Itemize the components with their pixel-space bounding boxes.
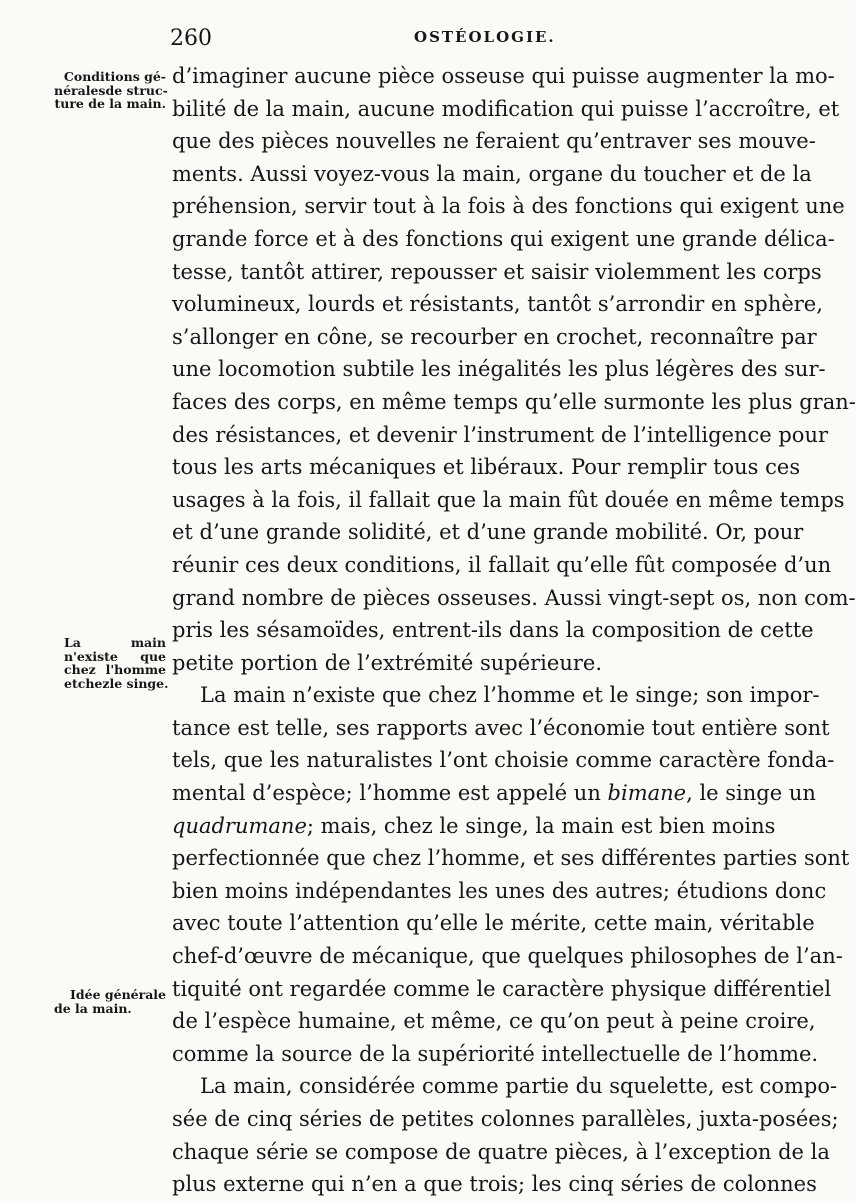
text-line: réunir ces deux conditions, il fallait qu’elle fût composée d’un [172, 552, 832, 577]
text-line: tiquité ont regardée comme le caractère physique différentiel [172, 976, 832, 1001]
text-line: pris les sésamoïdes, entrent-ils dans la composition de cette [172, 618, 814, 643]
text-line: tance est telle, ses rapports avec l’économie tout entière sont [172, 715, 830, 740]
page-header [0, 26, 800, 56]
page-number: 260 [170, 26, 212, 51]
text-line: préhension, servir tout à la fois à des fonctions qui exigent une [172, 194, 845, 219]
text-line: bien moins indépendantes les unes des autres; étudions donc [172, 878, 827, 903]
italic-term-bimane: bimane [607, 781, 687, 806]
text-line: tous les arts mécaniques et libéraux. Pour remplir tous ces [172, 455, 801, 480]
text-line: grand nombre de pièces osseuses. Aussi vingt-sept os, non com- [172, 585, 856, 610]
text-line: d’imaginer aucune pièce osseuse qui puisse augmenter la mo- [172, 64, 835, 88]
text-line: des résistances, et devenir l’instrument de l’intelligence pour [172, 422, 829, 447]
text-run: , le singe un [686, 781, 816, 806]
text-line: ments. Aussi voyez-vous la main, organe du toucher et de la [172, 161, 812, 186]
text-line: comme la source de la supériorité intellectuelle de l’homme. [172, 1041, 819, 1066]
margin-note-line: ture de la main. [54, 96, 166, 111]
text-line: La main n’existe que chez l’homme et le singe; son impor- [200, 683, 820, 708]
text-line: tesse, tantôt attirer, repousser et saisir violemment les corps [172, 259, 822, 284]
text-line: que des pièces nouvelles ne feraient qu’entraver ses mouve- [172, 129, 816, 154]
text-line: usages à la fois, il fallait que la main fût douée en même temps [172, 487, 845, 512]
text-line: petite portion de l’extrémité supérieure. [172, 650, 602, 675]
paragraph-1 [172, 60, 856, 679]
text-line: de l’espèce humaine, et même, ce qu’on peut à peine croire, [172, 1009, 816, 1034]
text-run: ; mais, chez le singe, la main est bien moins [306, 813, 776, 838]
margin-note-conditions [54, 70, 166, 111]
paragraph-2 [172, 679, 850, 1070]
text-line: volumineux, lourds et résistants, tantôt s’arrondir en sphère, [172, 292, 823, 317]
text-line: bilité de la main, aucune modification qui puisse l’accroître, et [172, 96, 840, 121]
text-line: perfectionnée que chez l’homme, et ses différentes parties sont [172, 846, 850, 871]
margin-note-line: chez l'homme [64, 662, 166, 677]
text-line: chaque série se compose de quatre pièces, à l’exception de la [172, 1139, 830, 1164]
margin-note-line: Idée générale [70, 987, 166, 1002]
margin-note-la-main [64, 635, 169, 691]
running-head: OSTÉOLOGIE. [414, 28, 556, 46]
margin-note-line: de la main. [54, 1000, 132, 1016]
margin-note-line: néralesde struc- [54, 82, 168, 98]
text-line: tels, que les naturalistes l’ont choisie comme caractère fonda- [172, 748, 835, 773]
text-line: chef-d’œuvre de mécanique, que quelques philosophes de l’an- [172, 944, 843, 969]
body-text [172, 60, 856, 1201]
text-line: grande force et à des fonctions qui exigent une grande délica- [172, 226, 835, 251]
text-line: plus externe qui n’en a que trois; les cinq séries de colonnes [172, 1172, 817, 1197]
text-line: avec toute l’attention qu’elle le mérite, cette main, véritable [172, 911, 815, 936]
text-line: une locomotion subtile les inégalités les plus légères des sur- [172, 357, 826, 382]
text-line-with-italic [172, 777, 816, 810]
margin-note-line: n'existe que [64, 648, 166, 664]
text-line: faces des corps, en même temps qu’elle surmonte les plus gran- [172, 389, 856, 414]
text-line: sée de cinq séries de petites colonnes parallèles, juxta-posées; [172, 1107, 839, 1131]
text-line: La main, considérée comme partie du squelette, est compo- [200, 1074, 838, 1099]
paragraph-3 [172, 1070, 839, 1200]
margin-note-line: etchezle singe. [64, 675, 169, 691]
margin-note-idee-generale [54, 988, 166, 1015]
margin-note-line: La main [64, 635, 166, 650]
text-line-with-italic [172, 810, 776, 843]
text-line: s’allonger en cône, se recourber en crochet, reconnaître par [172, 324, 817, 349]
margin-note-line: Conditions gé- [63, 69, 166, 84]
text-line: et d’une grande solidité, et d’une grande mobilité. Or, pour [172, 520, 804, 545]
italic-term-quadrumane: quadrumane [172, 813, 307, 838]
text-run: mental d’espèce; l’homme est appelé un [172, 781, 601, 806]
